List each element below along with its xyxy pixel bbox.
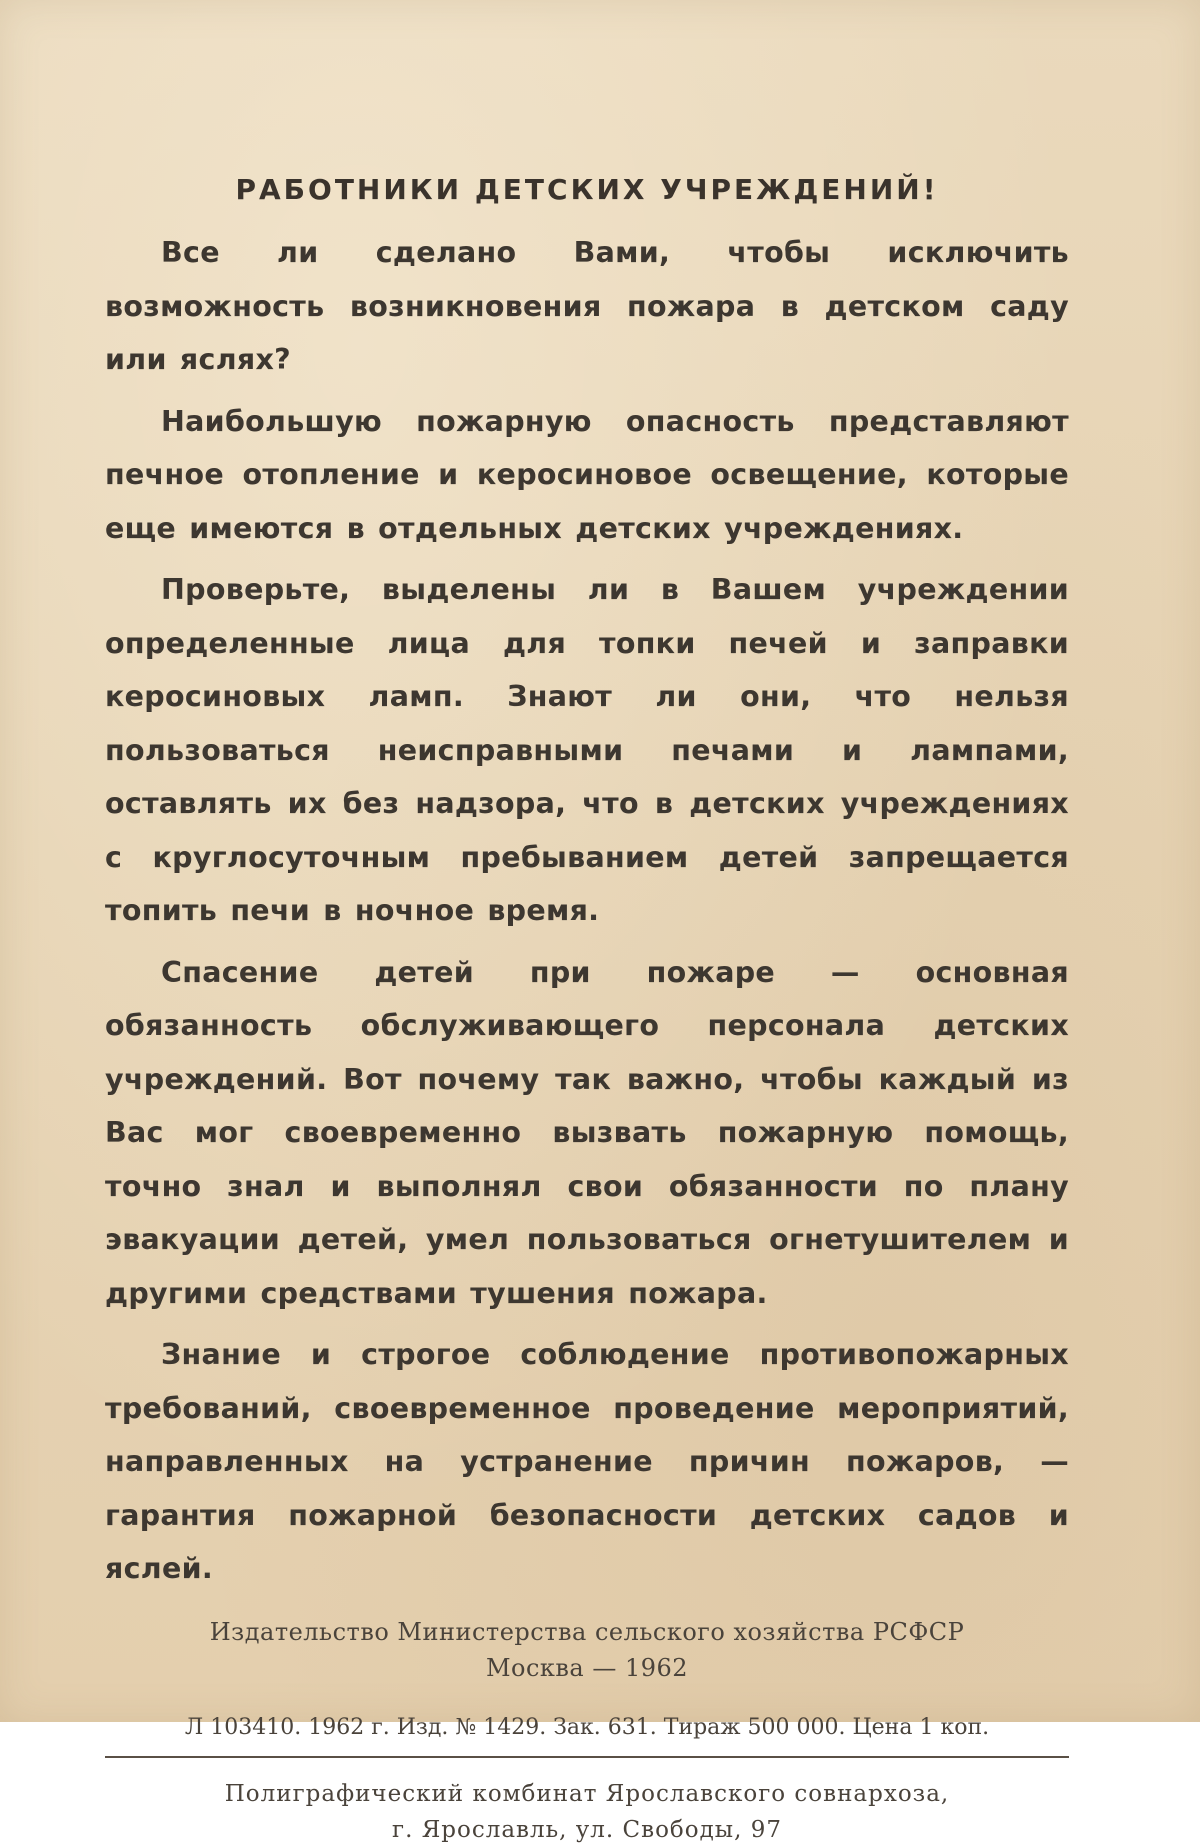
publisher-city-year: Москва — 1962	[485, 1653, 689, 1682]
paragraph-5: Знание и строгое соблюдение противопожарных требований, своевременное проведение мероприятий, направленных на устранение причин пожаров, — гарантия пожарной безопасности детских садов и яслей.	[105, 1338, 1069, 1585]
printer-block	[105, 1776, 1069, 1848]
publisher-block	[105, 1614, 1069, 1686]
printer-name: Полиграфический комбинат Ярославского совнархоза,	[224, 1780, 950, 1807]
imprint-line: Л 103410. 1962 г. Изд. № 1429. Зак. 631. Тираж 500 000. Цена 1 коп.	[184, 1714, 990, 1740]
printer-address: г. Ярославль, ул. Свободы, 97	[392, 1816, 782, 1843]
divider-rule	[105, 1756, 1069, 1758]
paragraph-2: Наибольшую пожарную опасность представляют печное отопление и керосиновое освещение, которые еще имеются в отдельных детских учреждениях.	[105, 404, 1069, 545]
leaflet-title: РАБОТНИКИ ДЕТСКИХ УЧРЕЖДЕНИЙ!	[235, 173, 939, 206]
paragraph-4: Спасение детей при пожаре — основная обязанность обслуживающего персонала детских учреждений. Вот почему так важно, чтобы каждый из Вас мог своевременно вызвать пожарную помощь, точно знал и выполнял свои обязанности по плану эвакуации детей, умел пользоваться огнетушителем и другими средствами тушения пожара.	[105, 955, 1069, 1310]
paragraph-3: Проверьте, выделены ли в Вашем учреждении определенные лица для топки печей и заправки керосиновых ламп. Знают ли они, что нельзя пользоваться неисправными печами и лампами, оставлять их без надзора, что в детских учреждениях с круглосуточным пребыванием детей запрещается топить печи в ночное время.	[105, 573, 1069, 927]
publisher-name: Издательство Министерства сельского хозяйства РСФСР	[209, 1617, 965, 1646]
paragraph-1: Все ли сделано Вами, чтобы исключить возможность возникновения пожара в детском саду или яслях?	[105, 236, 1069, 376]
leaflet-text	[105, 170, 1069, 1848]
